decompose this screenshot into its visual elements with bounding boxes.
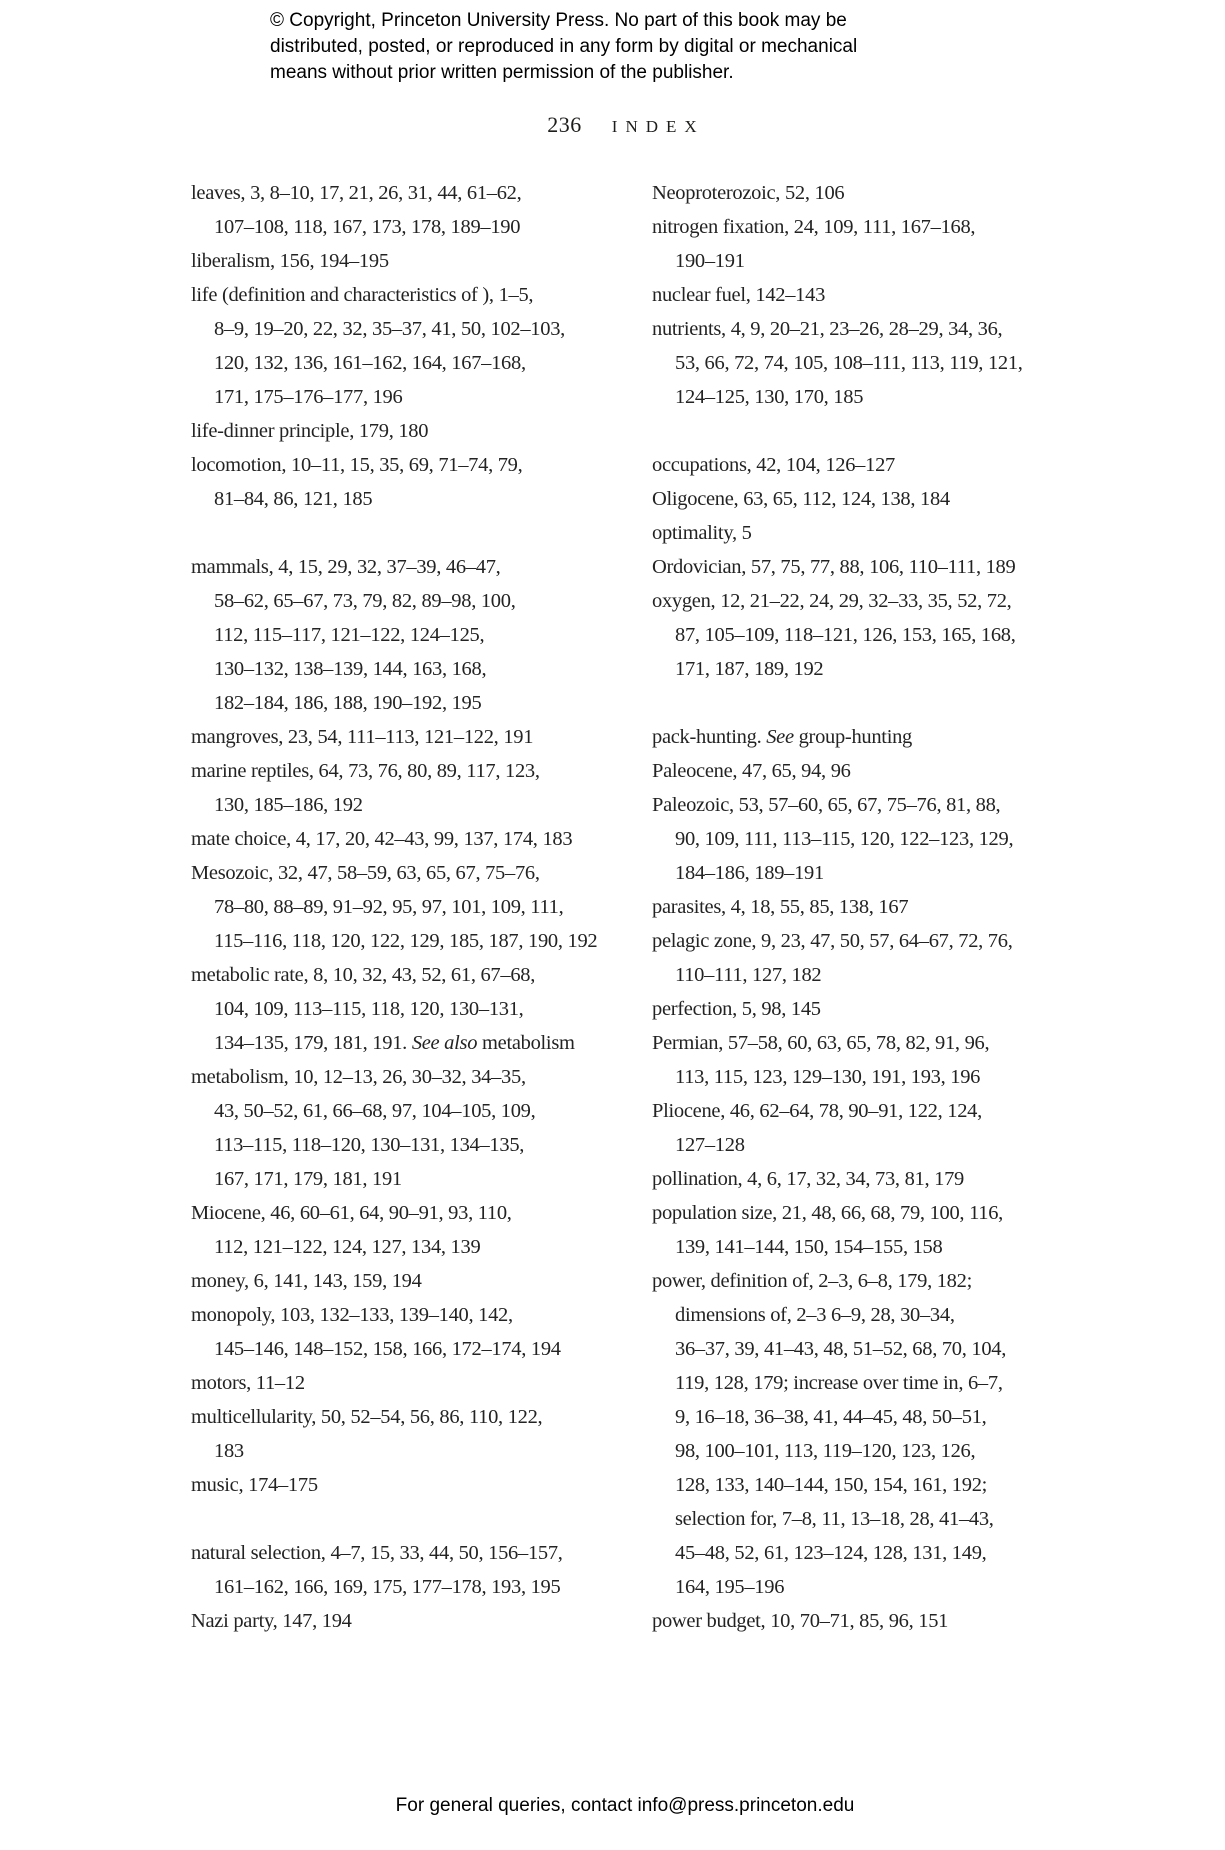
index-entry-line: 112, 115–117, 121–122, 124–125, [214, 624, 485, 646]
index-entry [652, 1094, 1072, 1162]
index-entry-line: 130, 185–186, 192 [214, 794, 363, 816]
index-entry-line: Paleocene, 47, 65, 94, 96 [652, 760, 851, 782]
index-entry [652, 278, 1072, 312]
index-entry-text: 134–135, 179, 181, 191. [214, 1032, 412, 1054]
index-entry [652, 312, 1072, 414]
index-entry [191, 414, 611, 448]
index-entry-line: population size, 21, 48, 66, 68, 79, 100, 116, [652, 1202, 1003, 1224]
index-columns [191, 176, 1072, 1638]
index-entry-line: 110–111, 127, 182 [675, 964, 822, 986]
index-entry-line: 139, 141–144, 150, 154–155, 158 [675, 1236, 943, 1258]
copyright-line: © Copyright, Princeton University Press. No part of this book may be [270, 10, 847, 31]
index-entry [652, 720, 1072, 754]
index-entry [652, 176, 1072, 210]
index-entry [652, 1162, 1072, 1196]
footer-query-line: For general queries, contact info@press.princeton.edu [395, 1795, 855, 1816]
index-entry-line: leaves, 3, 8–10, 17, 21, 26, 31, 44, 61–62, [191, 182, 522, 204]
page-header [192, 112, 1060, 138]
index-entry-line: 8–9, 19–20, 22, 32, 35–37, 41, 50, 102–103, [214, 318, 565, 340]
index-entry-line: 119, 128, 179; increase over time in, 6–7, [675, 1372, 1003, 1394]
index-entry [652, 1196, 1072, 1264]
index-entry-line: 58–62, 65–67, 73, 79, 82, 89–98, 100, [214, 590, 516, 612]
index-entry-line: mate choice, 4, 17, 20, 42–43, 99, 137, 174, 183 [191, 828, 573, 850]
index-entry [191, 1196, 611, 1264]
index-entry-line: 112, 121–122, 124, 127, 134, 139 [214, 1236, 481, 1258]
index-group [652, 720, 1072, 1638]
index-entry-line: Permian, 57–58, 60, 63, 65, 78, 82, 91, 96, [652, 1032, 990, 1054]
index-entry-line: 164, 195–196 [675, 1576, 785, 1598]
index-entry-line: 120, 132, 136, 161–162, 164, 167–168, [214, 352, 526, 374]
index-entry-line: 87, 105–109, 118–121, 126, 153, 165, 168, [675, 624, 1016, 646]
index-entry-line: locomotion, 10–11, 15, 35, 69, 71–74, 79, [191, 454, 523, 476]
copyright-line: distributed, posted, or reproduced in any form by digital or mechanical [270, 36, 858, 57]
index-entry-line: 161–162, 166, 169, 175, 177–178, 193, 195 [214, 1576, 561, 1598]
index-entry-line: 127–128 [675, 1134, 745, 1156]
index-entry-line: motors, 11–12 [191, 1372, 305, 1394]
index-entry [191, 1604, 611, 1638]
index-entry-line: 98, 100–101, 113, 119–120, 123, 126, [675, 1440, 976, 1462]
index-entry [191, 1366, 611, 1400]
index-entry-line: Pliocene, 46, 62–64, 78, 90–91, 122, 124, [652, 1100, 982, 1122]
index-entry [191, 1400, 611, 1468]
index-entry-line: oxygen, 12, 21–22, 24, 29, 32–33, 35, 52, 72, [652, 590, 1012, 612]
index-entry-line: 167, 171, 179, 181, 191 [214, 1168, 402, 1190]
index-entry-line: 113, 115, 123, 129–130, 191, 193, 196 [675, 1066, 981, 1088]
index-entry-line: Ordovician, 57, 75, 77, 88, 106, 110–111, 189 [652, 556, 1016, 578]
index-entry-line: 190–191 [675, 250, 745, 272]
index-column-right [652, 176, 1072, 1638]
cross-reference-italic: See also [411, 1032, 478, 1054]
index-entry [191, 278, 611, 414]
index-entry-line: power, definition of, 2–3, 6–8, 179, 182; [652, 1270, 972, 1292]
index-group [191, 550, 611, 1502]
index-entry [191, 1060, 611, 1196]
index-entry-line: nuclear fuel, 142–143 [652, 284, 826, 306]
index-entry [191, 550, 611, 720]
index-group [191, 176, 611, 516]
index-entry-line: liberalism, 156, 194–195 [191, 250, 389, 272]
index-entry [652, 924, 1072, 992]
running-head-title: INDEX [611, 117, 705, 136]
index-entry [652, 1026, 1072, 1094]
index-entry-line: 183 [214, 1440, 244, 1462]
index-entry [652, 1264, 1072, 1604]
index-entry [191, 856, 611, 958]
index-group [652, 448, 1072, 686]
index-entry-line: metabolism, 10, 12–13, 26, 30–32, 34–35, [191, 1066, 526, 1088]
index-entry [652, 516, 1072, 550]
copyright-line: means without prior written permission of the publisher. [270, 62, 734, 83]
index-entry [191, 754, 611, 822]
index-entry-line: mammals, 4, 15, 29, 32, 37–39, 46–47, [191, 556, 501, 578]
index-column-left [191, 176, 611, 1638]
index-entry-line: 104, 109, 113–115, 118, 120, 130–131, [214, 998, 524, 1020]
index-entry-line [652, 720, 1072, 754]
index-entry-text: metabolism [477, 1032, 575, 1054]
copyright-notice [270, 8, 857, 86]
index-entry-line: life-dinner principle, 179, 180 [191, 420, 429, 442]
index-entry-line: 90, 109, 111, 113–115, 120, 122–123, 129, [675, 828, 1014, 850]
index-entry-line: 171, 187, 189, 192 [675, 658, 824, 680]
index-entry [191, 448, 611, 516]
index-entry-text: pack-hunting. [652, 726, 767, 748]
index-entry-line: 130–132, 138–139, 144, 163, 168, [214, 658, 487, 680]
index-entry-line: 107–108, 118, 167, 173, 178, 189–190 [214, 216, 521, 238]
index-entry-line: money, 6, 141, 143, 159, 194 [191, 1270, 422, 1292]
index-entry-line: nitrogen fixation, 24, 109, 111, 167–168, [652, 216, 976, 238]
index-entry-line: 43, 50–52, 61, 66–68, 97, 104–105, 109, [214, 1100, 536, 1122]
index-entry-line: optimality, 5 [652, 522, 752, 544]
index-entry-line: music, 174–175 [191, 1474, 318, 1496]
index-entry [191, 1468, 611, 1502]
index-entry-line: 171, 175–176–177, 196 [214, 386, 403, 408]
index-entry [191, 1536, 611, 1604]
index-entry-line: 45–48, 52, 61, 123–124, 128, 131, 149, [675, 1542, 987, 1564]
index-entry-line: Miocene, 46, 60–61, 64, 90–91, 93, 110, [191, 1202, 512, 1224]
index-entry [652, 788, 1072, 890]
index-entry [652, 210, 1072, 278]
index-entry-line: 184–186, 189–191 [675, 862, 824, 884]
index-entry-line: 53, 66, 72, 74, 105, 108–111, 113, 119, 121, [675, 352, 1023, 374]
index-entry [191, 822, 611, 856]
index-entry-line: life (definition and characteristics of ), 1–5, [191, 284, 534, 306]
index-entry-line: power budget, 10, 70–71, 85, 96, 151 [652, 1610, 949, 1632]
index-entry [652, 584, 1072, 686]
page-number: 236 [547, 112, 582, 137]
index-entry-line: 115–116, 118, 120, 122, 129, 185, 187, 190, 192 [214, 930, 598, 952]
index-entry [652, 550, 1072, 584]
index-entry-line: 78–80, 88–89, 91–92, 95, 97, 101, 109, 111, [214, 896, 564, 918]
index-entry [191, 720, 611, 754]
index-entry-line: marine reptiles, 64, 73, 76, 80, 89, 117, 123, [191, 760, 540, 782]
index-entry-line: pollination, 4, 6, 17, 32, 34, 73, 81, 179 [652, 1168, 964, 1190]
index-entry [652, 448, 1072, 482]
index-entry-line: 124–125, 130, 170, 185 [675, 386, 864, 408]
index-entry-line [191, 1026, 611, 1060]
index-group [191, 1536, 611, 1638]
index-entry [191, 176, 611, 244]
index-entry [191, 244, 611, 278]
index-entry [652, 1604, 1072, 1638]
index-entry-line: mangroves, 23, 54, 111–113, 121–122, 191 [191, 726, 534, 748]
index-entry-line: 9, 16–18, 36–38, 41, 44–45, 48, 50–51, [675, 1406, 987, 1428]
index-entry [191, 1264, 611, 1298]
index-entry [652, 754, 1072, 788]
index-entry-line: 182–184, 186, 188, 190–192, 195 [214, 692, 482, 714]
index-entry-text: group-hunting [793, 726, 913, 748]
cross-reference-italic: See [766, 726, 794, 748]
index-entry-line: parasites, 4, 18, 55, 85, 138, 167 [652, 896, 909, 918]
index-entry-line: Neoproterozoic, 52, 106 [652, 182, 845, 204]
index-entry-line: natural selection, 4–7, 15, 33, 44, 50, 156–157, [191, 1542, 563, 1564]
index-entry [191, 958, 611, 1060]
index-entry-line: nutrients, 4, 9, 20–21, 23–26, 28–29, 34, 36, [652, 318, 1003, 340]
index-entry-line: Nazi party, 147, 194 [191, 1610, 352, 1632]
index-entry-line: pelagic zone, 9, 23, 47, 50, 57, 64–67, 72, 76, [652, 930, 1013, 952]
index-entry-line: selection for, 7–8, 11, 13–18, 28, 41–43, [675, 1508, 994, 1530]
index-entry-line: multicellularity, 50, 52–54, 56, 86, 110, 122, [191, 1406, 543, 1428]
index-entry-line: occupations, 42, 104, 126–127 [652, 454, 895, 476]
index-entry-line: 113–115, 118–120, 130–131, 134–135, [214, 1134, 525, 1156]
index-entry [652, 482, 1072, 516]
index-entry [652, 890, 1072, 924]
index-entry [191, 1298, 611, 1366]
index-entry-line: 145–146, 148–152, 158, 166, 172–174, 194 [214, 1338, 561, 1360]
index-entry-line: Oligocene, 63, 65, 112, 124, 138, 184 [652, 488, 950, 510]
index-entry-line: Paleozoic, 53, 57–60, 65, 67, 75–76, 81, 88, [652, 794, 1001, 816]
index-entry [652, 992, 1072, 1026]
index-entry-line: 81–84, 86, 121, 185 [214, 488, 373, 510]
index-entry-line: Mesozoic, 32, 47, 58–59, 63, 65, 67, 75–76, [191, 862, 540, 884]
index-entry-line: 128, 133, 140–144, 150, 154, 161, 192; [675, 1474, 988, 1496]
index-entry-line: 36–37, 39, 41–43, 48, 51–52, 68, 70, 104, [675, 1338, 1007, 1360]
index-group [652, 176, 1072, 414]
index-entry-line: monopoly, 103, 132–133, 139–140, 142, [191, 1304, 513, 1326]
index-entry-line: metabolic rate, 8, 10, 32, 43, 52, 61, 67–68, [191, 964, 536, 986]
index-entry-line: dimensions of, 2–3 6–9, 28, 30–34, [675, 1304, 955, 1326]
index-entry-line: perfection, 5, 98, 145 [652, 998, 821, 1020]
